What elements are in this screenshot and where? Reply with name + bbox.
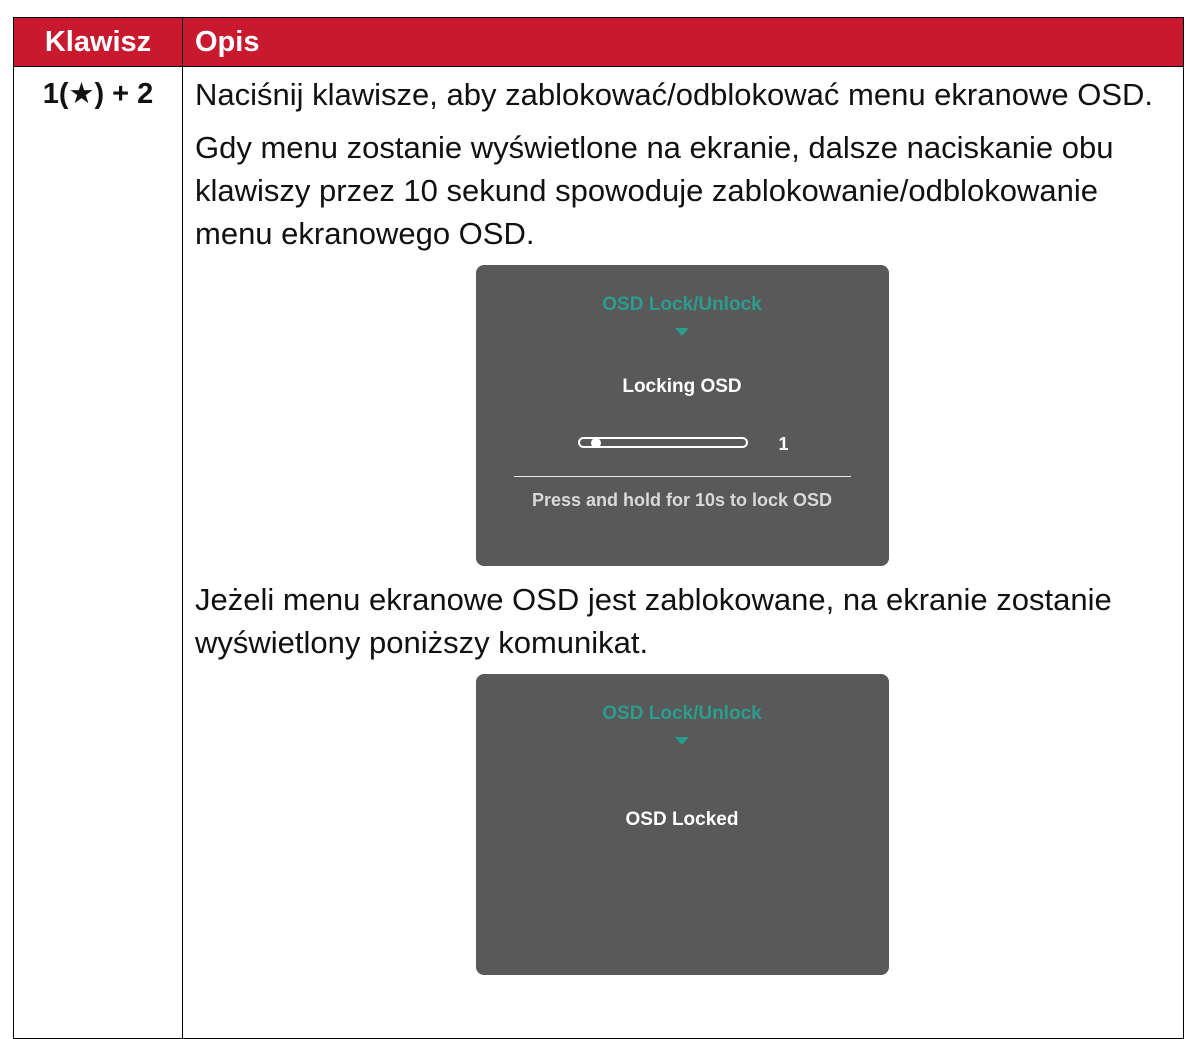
osd-status-text: Locking OSD xyxy=(622,376,742,397)
key-description-table xyxy=(13,17,1184,1039)
osd-locked-status: OSD Locked xyxy=(625,809,739,830)
caret-down-icon xyxy=(675,328,689,336)
osd-locked-panel xyxy=(476,674,889,975)
osd-title: OSD Lock/Unlock xyxy=(602,294,762,315)
header-description: Opis xyxy=(183,18,1184,67)
osd-title: OSD Lock/Unlock xyxy=(602,703,762,724)
key-combination: 1(★) + 2 xyxy=(14,67,183,1039)
divider xyxy=(514,476,851,477)
progress-value: 1 xyxy=(778,434,789,454)
description-paragraph-2: Gdy menu zostanie wyświetlone na ekranie, dalsze naciskanie obu klawiszy przez 10 sekund spowoduje zablokowanie/odblokowanie menu ekranowego OSD. xyxy=(195,130,1114,251)
lock-progress-slider xyxy=(578,437,748,448)
header-key: Klawisz xyxy=(14,18,183,67)
caret-down-icon xyxy=(675,737,689,745)
description-paragraph-1: Naciśnij klawisze, aby zablokować/odblokować menu ekranowe OSD. xyxy=(195,77,1154,112)
table-row xyxy=(14,67,1184,1039)
description-cell xyxy=(183,67,1184,1039)
osd-hint-text: Press and hold for 10s to lock OSD xyxy=(531,490,833,510)
description-paragraph-3: Jeżeli menu ekranowe OSD jest zablokowane, na ekranie zostanie wyświetlony poniższy komunikat. xyxy=(195,582,1112,660)
osd-lock-panel xyxy=(476,265,889,566)
table-header-row xyxy=(14,18,1184,67)
slider-knob xyxy=(591,438,601,448)
